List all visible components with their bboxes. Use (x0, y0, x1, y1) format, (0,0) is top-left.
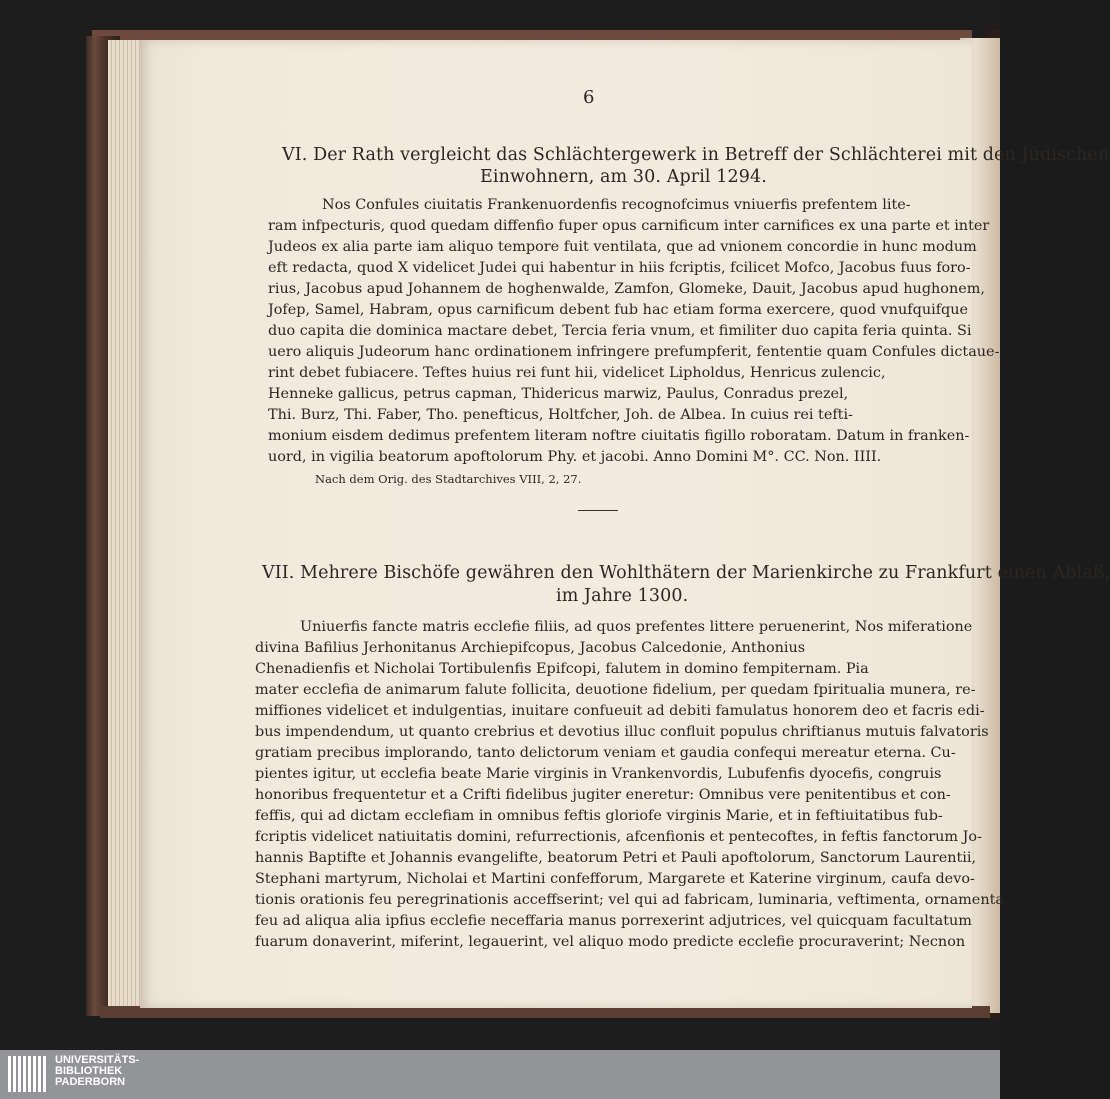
text-line: Jofep, Samel, Habram, opus carnificum debent fub hac etiam forma exercere, quod vnufquifque (268, 302, 969, 318)
section-heading: Einwohnern, am 30. April 1294. (480, 167, 767, 187)
text-line: divina Bafilius Jerhonitanus Archiepifcopus, Jacobus Calcedonie, Anthonius (255, 640, 806, 656)
library-logo-icon (8, 1054, 48, 1094)
text-line: Henneke gallicus, petrus capman, Thidericus marwiz, Paulus, Conradus prezel, (268, 386, 849, 402)
source-note: Nach dem Orig. des Stadtarchives VIII, 2, 27. (315, 472, 582, 486)
text-line: feu ad aliqua alia ipfius ecclefie neceffaria manus porrexerint adjutrices, vel quicquam facultatum (255, 913, 972, 929)
text-line: duo capita die dominica mactare debet, Tercia feria vnum, et fimiliter duo capita feria quinta. Si (268, 323, 972, 339)
text-line: mater ecclefia de animarum falute follicita, deuotione fidelium, per quedam fpiritualia munera, re- (255, 682, 976, 698)
text-line: uero aliquis Judeorum hanc ordinationem infringere prefumpferit, fententie quam Confules dictaue- (268, 344, 1000, 360)
text-line: fuarum donaverint, miferint, legauerint, vel aliquo modo predicte ecclefie procuraverint; Necnon (255, 934, 966, 950)
section-heading: VI. Der Rath vergleicht das Schlächtergewerk in Betreff der Schlächterei mit den Jüdischen (282, 145, 1110, 165)
text-line: miffiones videlicet et indulgentias, inuitare confueuit ad debiti famulatus honorem deo et facris edi- (255, 703, 985, 719)
text-line: uord, in vigilia beatorum apoftolorum Phy. et jacobi. Anno Domini M°. CC. Non. IIII. (268, 449, 882, 465)
library-footer-bar (0, 1050, 1000, 1099)
text-line: Chenadienfis et Nicholai Tortibulenfis Epifcopi, falutem in domino fempiternam. Pia (255, 661, 869, 677)
section-heading: im Jahre 1300. (556, 586, 689, 606)
text-line: Judeos ex alia parte iam aliquo tempore fuit ventilata, que ad vnionem concordie in hunc modum (268, 239, 977, 255)
text-line: monium eisdem dedimus prefentem literam noftre ciuitatis figillo roboratam. Datum in franken- (268, 428, 970, 444)
text-line: Uniuerfis fancte matris ecclefie filiis, ad quos prefentes littere peruenerint, Nos miferatione (300, 619, 973, 635)
text-line: rint debet fubiacere. Teftes huius rei funt hii, videlicet Lipholdus, Henricus zulencic, (268, 365, 886, 381)
section-heading: VII. Mehrere Bischöfe gewähren den Wohlthätern der Marienkirche zu Frankfurt einen Ablaß, (262, 563, 1110, 583)
text-line: feffis, qui ad dictam ecclefiam in omnibus feftis gloriofe virginis Marie, et in feftiuitatibus fub- (255, 808, 943, 824)
library-name-line: PADERBORN (55, 1076, 126, 1088)
section-divider (578, 510, 618, 511)
text-line: rius, Jacobus apud Johannem de hoghenwalde, Zamfon, Glomeke, Dauit, Jacobus apud hughonem, (268, 281, 985, 297)
text-line: pientes igitur, ut ecclefia beate Marie virginis in Vrankenvordis, Lubufenfis dyocefis, congruis (255, 766, 942, 782)
text-line: Stephani martyrum, Nicholai et Martini confefforum, Margarete et Katerine virginum, caufa devo- (255, 871, 975, 887)
page-number: 6 (583, 87, 595, 108)
text-line: honoribus frequentetur et a Crifti fidelibus jugiter eneretur: Omnibus vere penitentibus et con- (255, 787, 951, 803)
text-line: fcriptis videlicet natiuitatis domini, refurrectionis, afcenfionis et pentecoftes, in feftis fanctorum Jo- (255, 829, 982, 845)
text-line: ram infpecturis, quod quedam diffenfio fuper opus carnificum inter carnifices ex una parte et inter (268, 218, 990, 234)
text-line: eft redacta, quod X videlicet Judei qui habentur in hiis fcriptis, fcilicet Mofco, Jacobus fuus foro- (268, 260, 971, 276)
text-line: Nos Confules ciuitatis Frankenuordenfis recognofcimus vniuerfis prefentem lite- (322, 197, 911, 213)
text-line: bus impendendum, ut quanto crebrius et devotius illuc confluit populus chriftianus mutuis falvatoris (255, 724, 989, 740)
library-name-line: UNIVERSITÄTS- (55, 1054, 140, 1066)
text-line: hannis Baptifte et Johannis evangelifte, beatorum Petri et Pauli apoftolorum, Sanctorum Laurentii, (255, 850, 977, 866)
text-line: gratiam precibus implorando, tanto delictorum veniam et gaudia confequi mereatur eterna. Cu- (255, 745, 956, 761)
text-line: tionis orationis feu peregrinationis acceffserint; vel qui ad fabricam, luminaria, veftimenta, ornamenta (255, 892, 1004, 908)
library-name-line: BIBLIOTHEK (55, 1065, 123, 1077)
text-line: Thi. Burz, Thi. Faber, Tho. penefticus, Holtfcher, Joh. de Albea. In cuius rei tefti- (268, 407, 853, 423)
